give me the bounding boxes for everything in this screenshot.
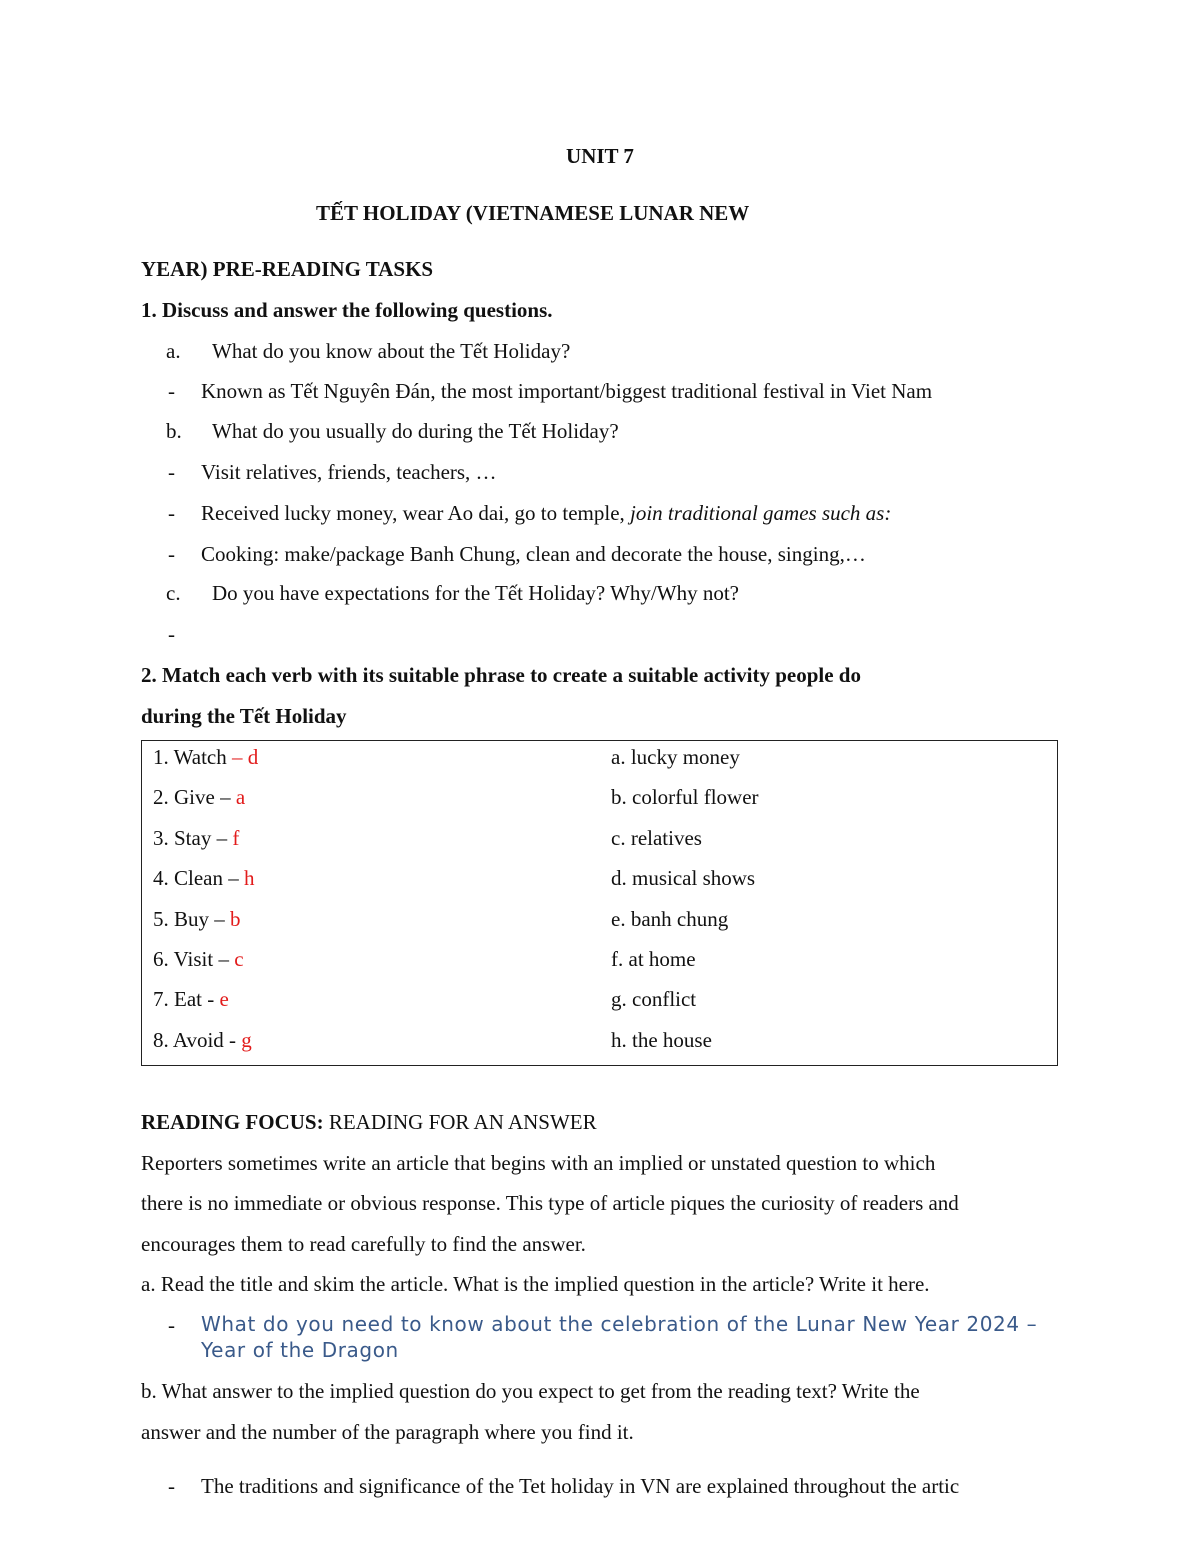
verb-text: 1. Watch (153, 745, 227, 769)
verb-separator: - (201, 987, 220, 1012)
phrase-item: f. at home (611, 947, 696, 971)
question-a-marker: a. (166, 339, 181, 363)
unit-title: UNIT 7 (566, 144, 634, 168)
question-c-marker: c. (166, 581, 181, 605)
verb-column (142, 741, 601, 1066)
verb-answer: c (234, 947, 244, 971)
answer-b3: Cooking: make/package Banh Chung, clean and decorate the house, singing,… (201, 542, 866, 566)
verb-text: 3. Stay (153, 825, 212, 850)
verb-item (153, 784, 245, 810)
page-title-line2: YEAR) PRE-READING TASKS (141, 257, 434, 281)
reading-focus-heading (141, 1109, 597, 1135)
answer-b1: Visit relatives, friends, teachers, … (201, 460, 497, 484)
task1-heading: 1. Discuss and answer the following questions. (141, 298, 553, 322)
verb-answer: e (219, 987, 229, 1012)
phrase-item: d. musical shows (611, 866, 756, 891)
task2-heading-line1: 2. Match each verb with its suitable phrase to create a suitable activity people do (141, 663, 861, 687)
dash-marker: - (168, 1313, 175, 1337)
reading-focus-title: READING FOR AN ANSWER (323, 1110, 597, 1134)
verb-item (153, 1027, 252, 1053)
verb-answer: a (235, 785, 246, 810)
verb-text: 5. Buy (153, 906, 210, 931)
reading-focus-label: READING FOCUS: (141, 1110, 324, 1134)
answer-read-a-line1: What do you need to know about the celebration of the Lunar New Year 2024 – (201, 1312, 1038, 1336)
verb-separator: – (213, 947, 235, 971)
answer-b2 (201, 500, 891, 526)
phrase-column (600, 741, 1058, 1066)
answer-b2-italic: join traditional games such as: (624, 501, 892, 525)
verb-text: 2. Give (153, 785, 215, 810)
verb-answer: d (247, 745, 259, 769)
verb-answer: g (241, 1027, 252, 1052)
dash-marker: - (168, 379, 175, 403)
verb-item (153, 986, 229, 1012)
verb-separator: – (222, 866, 244, 891)
matching-table (141, 740, 1058, 1066)
paragraph-line3: encourages them to read carefully to find the answer. (141, 1232, 586, 1256)
paragraph-line2: there is no immediate or obvious response. This type of article piques the curiosity of readers and (141, 1191, 959, 1215)
phrase-item: c. relatives (611, 825, 702, 850)
phrase-item: e. banh chung (611, 906, 729, 931)
verb-item (153, 865, 254, 891)
verb-answer: h (243, 866, 255, 891)
verb-item (153, 946, 244, 972)
verb-answer: b (230, 906, 241, 931)
phrase-item: g. conflict (611, 987, 697, 1012)
question-b: What do you usually do during the Tết Holiday? (212, 419, 619, 443)
question-read-b-line1: b. What answer to the implied question do you expect to get from the reading text? Write the (141, 1379, 920, 1403)
verb-text: 7. Eat (153, 987, 202, 1012)
question-c: Do you have expectations for the Tết Holiday? Why/Why not? (212, 581, 739, 605)
verb-text: 8. Avoid (153, 1027, 224, 1052)
paragraph-line1: Reporters sometimes write an article that begins with an implied or unstated question to which (141, 1151, 936, 1175)
verb-separator: – (211, 825, 233, 850)
answer-b2-plain: Received lucky money, wear Ao dai, go to temple, (201, 501, 625, 525)
dash-marker: - (168, 1474, 175, 1498)
phrase-item: b. colorful flower (611, 785, 759, 810)
question-read-a: a. Read the title and skim the article. What is the implied question in the article? Write it here. (141, 1272, 930, 1296)
verb-text: 4. Clean (153, 866, 223, 891)
verb-item (153, 744, 258, 770)
task2-heading-line2: during the Tết Holiday (141, 704, 347, 728)
verb-answer: f (232, 825, 240, 850)
dash-marker: - (168, 622, 175, 646)
dash-marker: - (168, 501, 175, 525)
question-b-marker: b. (166, 419, 182, 443)
phrase-item: a. lucky money (611, 745, 740, 769)
page-title-line1: TẾT HOLIDAY (VIETNAMESE LUNAR NEW (316, 201, 750, 225)
answer-read-b: The traditions and significance of the Tet holiday in VN are explained throughout the artic (201, 1474, 960, 1498)
question-read-b-line2: answer and the number of the paragraph where you find it. (141, 1420, 634, 1444)
question-a: What do you know about the Tết Holiday? (212, 339, 571, 363)
verb-separator: – (209, 906, 231, 931)
verb-separator: – (226, 745, 248, 769)
verb-separator: - (223, 1027, 242, 1052)
answer-read-a-line2: Year of the Dragon (201, 1338, 399, 1362)
phrase-item: h. the house (611, 1027, 712, 1052)
dash-marker: - (168, 542, 175, 566)
verb-item (153, 906, 241, 932)
dash-marker: - (168, 460, 175, 484)
verb-separator: – (214, 785, 236, 810)
answer-a1: Known as Tết Nguyên Đán, the most important/biggest traditional festival in Viet Nam (201, 379, 933, 403)
verb-text: 6. Visit (153, 947, 214, 971)
verb-item (153, 825, 239, 851)
